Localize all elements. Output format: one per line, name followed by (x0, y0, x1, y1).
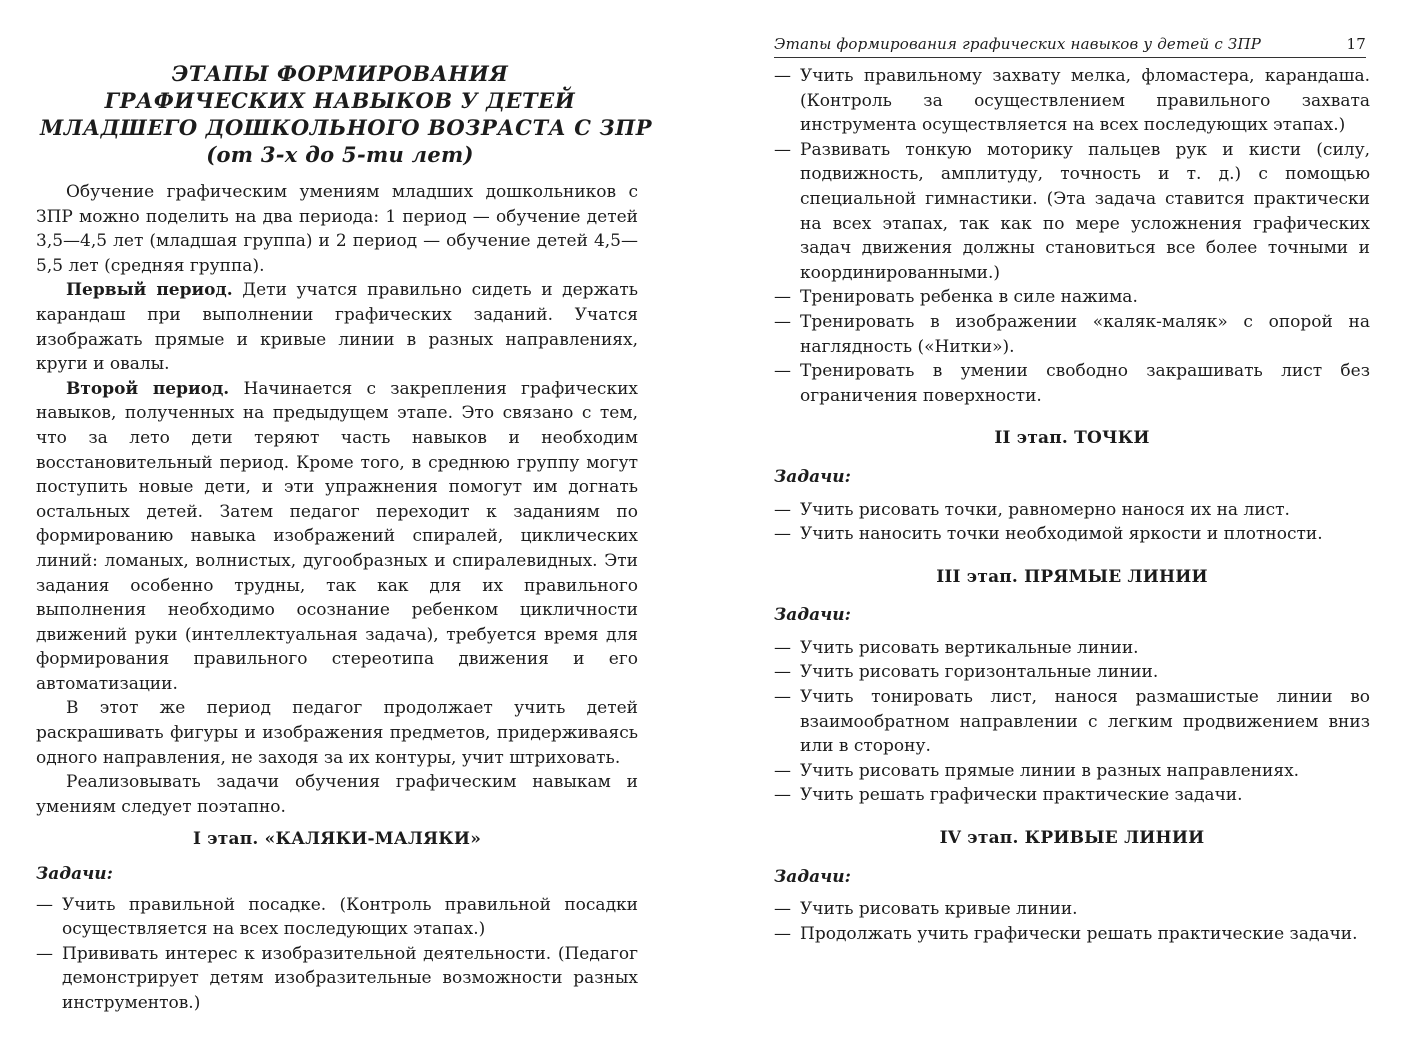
tasks-label: Задачи: (36, 864, 113, 885)
task-item: — Тренировать в умении свободно закрашивать лист без ограничения поверхности. (774, 359, 1370, 408)
task-item: — Учить рисовать вертикальные линии. (774, 636, 1370, 661)
paragraph: Обучение графическим умениям младших дошкольников с ЗПР можно поделить на два периода: 1 период — обучение детей 3,5—4,5 лет (младшая группа) и 2 период — обучение детей 4,5—5,5 лет (средняя группа). (36, 182, 638, 276)
task-item: — Развивать тонкую моторику пальцев рук и кисти (силу, подвижность, амплитуду, точность и т. д.) с помощью специальной гимнастики. (Эта задача ставится практически на всех этапах, так как по мере усложнения графических задач движения должны становиться все более точными и координированными.) (774, 138, 1370, 286)
paragraph-text: Дети учатся правильно сидеть и держать карандаш при выполнении графических заданий. Учатся изображать прямые и кривые линии в разных направлениях, круги и овалы. (36, 280, 639, 375)
task-item: — Продолжать учить графически решать практические задачи. (774, 922, 1370, 947)
running-head-title: Этапы формирования графических навыков у детей с ЗПР (774, 35, 1262, 53)
task-item: — Тренировать в изображении «каляк-маляк» с опорой на наглядность («Нитки»). (774, 310, 1370, 359)
title-line: ЭТАПЫ ФОРМИРОВАНИЯ (171, 61, 509, 86)
tasks-label: Задачи: (774, 866, 851, 887)
paragraph-lead: Второй период. (66, 378, 230, 399)
stage-4-heading: IV этап. КРИВЫЕ ЛИНИИ (939, 828, 1205, 849)
task-item: — Учить решать графически практические задачи. (774, 783, 1370, 808)
stage-3-heading: III этап. ПРЯМЫЕ ЛИНИИ (936, 566, 1208, 587)
page-number: 17 (1346, 35, 1366, 53)
task-item: — Прививать интерес к изобразительной деятельности. (Педагог демонстрирует детям изобразительные возможности разных инструментов.) (36, 942, 638, 1016)
chapter-subtitle: (от 3-х до 5-ти лет) (206, 142, 474, 167)
task-item: — Учить рисовать кривые линии. (774, 897, 1370, 922)
stage-1-task-list (36, 893, 638, 1016)
paragraph (36, 278, 638, 376)
paragraph-lead: Первый период. (66, 280, 233, 301)
right-page (704, 0, 1408, 1045)
task-item: — Учить рисовать горизонтальные линии. (774, 660, 1370, 685)
paragraph (36, 377, 638, 697)
paragraph: Реализовывать задачи обучения графическим навыкам и умениям следует поэтапно. (36, 772, 638, 817)
chapter-title (40, 60, 653, 168)
title-line: ГРАФИЧЕСКИХ НАВЫКОВ У ДЕТЕЙ (104, 88, 576, 113)
stage-1-task-list-continued (774, 64, 1370, 408)
tasks-label: Задачи: (774, 605, 851, 626)
task-item: — Тренировать ребенка в силе нажима. (774, 285, 1370, 310)
stage-2-task-list (774, 498, 1370, 547)
right-body-text (774, 64, 1370, 946)
task-item: — Учить тонировать лист, нанося размашистые линии во взаимообратном направлении с легким продвижением вниз или в сторону. (774, 685, 1370, 759)
task-item: — Учить правильной посадке. (Контроль правильной посадки осуществляется на всех последующих этапах.) (36, 893, 638, 942)
running-header (774, 34, 1366, 58)
paragraph: В этот же период педагог продолжает учить детей раскрашивать фигуры и изображения предметов, придерживаясь одного направления, не заходя за их контуры, учит штриховать. (36, 698, 638, 768)
tasks-label: Задачи: (774, 466, 851, 487)
paragraph-text: Начинается с закрепления графических навыков, полученных на предыдущем этапе. Это связано с тем, что за лето дети теряют часть навыков и необходим восстановительный период. Кроме того, в среднюю группу могут поступить новые дети, и эти упражнения помогут им догнать остальных детей. Затем педагог переходит к заданиям по формированию навыка изображений спиралей, циклических линий: ломаных, волнистых, дугообразных и спиралевидных. Эти задания особенно трудны, так как для их правильного выполнения необходимо осознание ребенком цикличности движений руки (интеллектуальная задача), требуется время для формирования правильного стереотипа движения и его автоматизации. (36, 378, 638, 694)
left-body-text (36, 180, 638, 1016)
stage-1-heading: I этап. «КАЛЯКИ-МАЛЯКИ» (192, 829, 482, 850)
stage-4-task-list (774, 897, 1370, 946)
stage-3-task-list (774, 636, 1370, 808)
title-line: МЛАДШЕГО ДОШКОЛЬНОГО ВОЗРАСТА С ЗПР (40, 115, 653, 140)
task-item: — Учить рисовать точки, равномерно нанося их на лист. (774, 498, 1370, 523)
task-item: — Учить наносить точки необходимой яркости и плотности. (774, 522, 1370, 547)
task-item: — Учить правильному захвату мелка, фломастера, карандаша. (Контроль за осуществлением правильного захвата инструмента осуществляется на всех последующих этапах.) (774, 64, 1370, 138)
task-item: — Учить рисовать прямые линии в разных направлениях. (774, 759, 1370, 784)
stage-2-heading: II этап. ТОЧКИ (994, 428, 1150, 449)
